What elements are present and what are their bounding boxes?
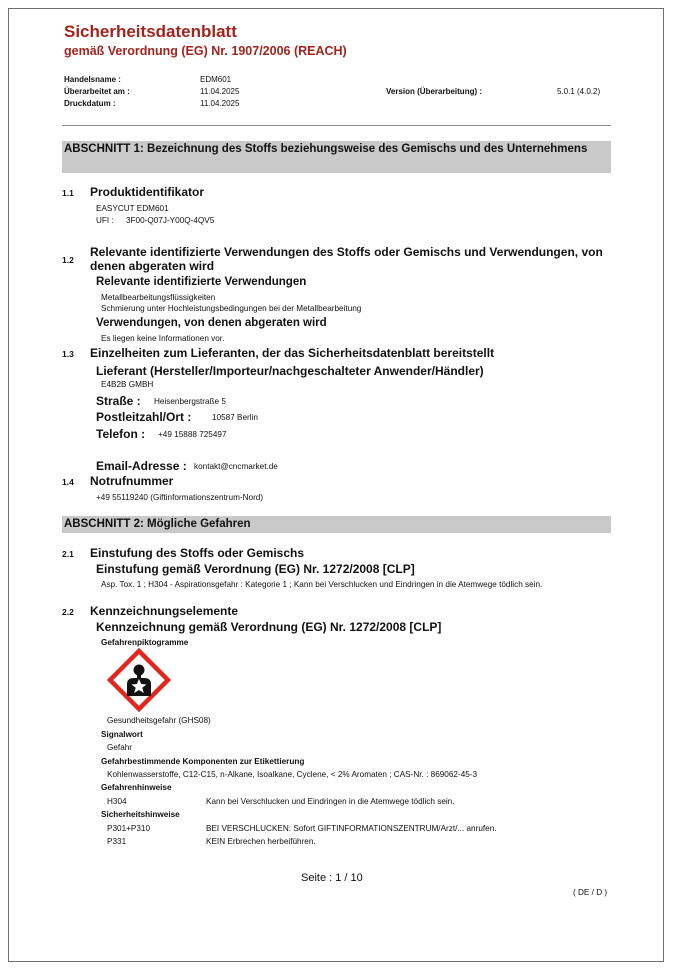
section-1-2-number: 1.2 [62, 255, 74, 265]
advised-against-text: Es liegen keine Informationen vor. [101, 334, 225, 343]
classification-text: Asp. Tox. 1 ; H304 - Aspirationsgefahr : Kategorie 1 ; Kann bei Verschlucken und Eindringen in die Atemwege tödlich sein. [101, 580, 543, 589]
hazard-statements-label: Gefahrenhinweise [101, 783, 172, 792]
header-divider [62, 125, 611, 126]
document-subtitle: gemäß Verordnung (EG) Nr. 1907/2006 (REACH) [64, 44, 347, 58]
meta-printdate-value: 11.04.2025 [200, 99, 240, 108]
section-2-2-heading: Kennzeichnungselemente [90, 604, 239, 618]
meta-printdate-label: Druckdatum : [64, 99, 116, 108]
section-1-3-heading: Einzelheiten zum Lieferanten, der das Sicherheitsdatenblatt bereitstellt [90, 346, 495, 360]
advised-against-heading: Verwendungen, von denen abgeraten wird [96, 317, 327, 329]
page-number: Seite : 1 / 10 [301, 872, 363, 884]
precaution-code-2: P331 [107, 837, 127, 846]
labelling-heading: Kennzeichnung gemäß Verordnung (EG) Nr. 1272/2008 [CLP] [96, 620, 442, 634]
section-1-2-heading: Relevante identifizierte Verwendungen des Stoffs oder Gemischs und Verwendungen, von denen abgeraten wird [90, 245, 603, 273]
meta-version-value: 5.0.1 (4.0.2) [557, 87, 601, 96]
locale-code: ( DE / D ) [573, 888, 608, 897]
meta-tradename-label: Handelsname : [64, 75, 121, 84]
phone-value: +49 15888 725497 [158, 430, 227, 439]
section-2-1-number: 2.1 [62, 549, 74, 559]
phone-label: Telefon : [96, 427, 146, 441]
street-label: Straße : [96, 394, 141, 408]
section-1-1-heading: Produktidentifikator [90, 185, 205, 199]
supplier-company: E4B2B GMBH [101, 380, 154, 389]
zip-value: 10587 Berlin [212, 413, 258, 422]
meta-revised-label: Überarbeitet am : [64, 87, 130, 96]
pictograms-label: Gefahrenpiktogramme [101, 638, 189, 647]
meta-version-label: Version (Überarbeitung) : [386, 87, 483, 96]
pictogram-caption: Gesundheitsgefahr (GHS08) [107, 716, 211, 725]
section-2-heading: ABSCHNITT 2: Mögliche Gefahren [62, 516, 611, 533]
precaution-text-1: BEI VERSCHLUCKEN: Sofort GIFTINFORMATIONSZENTRUM/Arzt/... anrufen. [206, 824, 497, 833]
emergency-phone: +49 55119240 (Giftinformationszentrum-Nord) [96, 493, 264, 502]
section-2-2-number: 2.2 [62, 607, 74, 617]
email-label: Email-Adresse : [96, 459, 187, 473]
section-1-1-number: 1.1 [62, 188, 74, 198]
hazard-code: H304 [107, 797, 127, 806]
use-item-1: Metallbearbeitungsflüssigkeiten [101, 293, 216, 302]
ufi-value: 3F00-Q07J-Y00Q-4QV5 [126, 216, 215, 225]
ghs08-health-hazard-icon [107, 648, 171, 712]
meta-revised-value: 11.04.2025 [200, 87, 240, 96]
identified-uses-heading: Relevante identifizierte Verwendungen [96, 276, 307, 288]
signal-word-label: Signalwort [101, 730, 143, 739]
signal-word-value: Gefahr [107, 743, 133, 752]
classification-heading: Einstufung gemäß Verordnung (EG) Nr. 1272/2008 [CLP] [96, 562, 415, 576]
precaution-text-2: KEIN Erbrechen herbeiführen. [206, 837, 316, 846]
components-label: Gefahrbestimmende Komponenten zur Etikettierung [101, 757, 305, 766]
supplier-heading: Lieferant (Hersteller/Importeur/nachgeschalteter Anwender/Händler) [96, 364, 484, 378]
components-value: Kohlenwasserstoffe, C12-C15, n-Alkane, Isoalkane, Cyclene, < 2% Aromaten ; CAS-Nr. : 869062-45-3 [107, 770, 478, 779]
ufi-label: UFI : [96, 216, 114, 225]
section-1-heading: ABSCHNITT 1: Bezeichnung des Stoffs beziehungsweise des Gemischs und des Unternehmens [62, 141, 611, 173]
product-identifier: EASYCUT EDM601 [96, 204, 169, 213]
section-1-3-number: 1.3 [62, 349, 74, 359]
precaution-code-1: P301+P310 [107, 824, 151, 833]
section-2-1-heading: Einstufung des Stoffs oder Gemischs [90, 546, 305, 560]
section-1-4-number: 1.4 [62, 477, 74, 487]
document-title: Sicherheitsdatenblatt [64, 22, 237, 41]
hazard-text: Kann bei Verschlucken und Eindringen in die Atemwege tödlich sein. [206, 797, 455, 806]
email-value[interactable]: kontakt@cncmarket.de [194, 462, 278, 471]
section-1-4-heading: Notrufnummer [90, 474, 174, 488]
zip-label: Postleitzahl/Ort : [96, 410, 192, 424]
precautionary-statements-label: Sicherheitshinweise [101, 810, 180, 819]
street-value: Heisenbergstraße 5 [154, 397, 226, 406]
meta-tradename-value: EDM601 [200, 75, 232, 84]
use-item-2: Schmierung unter Hochleistungsbedingungen bei der Metallbearbeitung [101, 304, 362, 313]
